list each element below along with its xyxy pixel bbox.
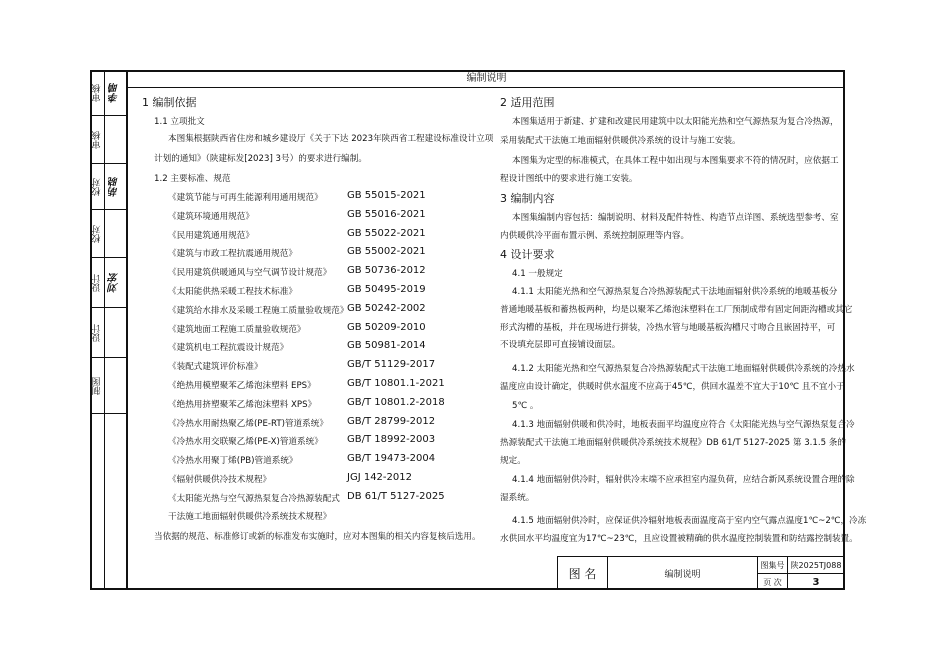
- section-heading: 2 适用范围: [500, 96, 555, 109]
- strip-label: 设计: [92, 274, 103, 292]
- paragraph-line: 干法施工地面辐射供暖供冷系统技术规程》: [168, 512, 332, 522]
- section-heading: 4 设计要求: [500, 248, 555, 261]
- standard-name: 《民用建筑通用规范》: [168, 230, 254, 241]
- paragraph-line: 本图集适用于新建、扩建和改建民用建筑中以太阳能光热和空气源热泵为复合冷热源，: [512, 117, 839, 127]
- paragraph-line: 本图集为定型的标准模式，在具体工程中如出现与本图集要求不符的情况时，应依据工: [512, 156, 839, 166]
- standard-code: GB 50981-2014: [347, 340, 426, 352]
- subsection-heading: 4.1 一般规定: [512, 269, 563, 279]
- standard-code: GB/T 18992-2003: [347, 434, 436, 446]
- strip-cell-check: [90, 164, 126, 210]
- standard-name: 《冷热水用交联聚乙烯(PE-X)管道系统》: [168, 437, 323, 448]
- strip-label: 校对: [92, 178, 103, 196]
- standard-name: 《辐射供暖供冷技术规程》: [168, 475, 272, 485]
- strip-cell-review-2: [90, 116, 126, 164]
- paragraph-line: 4.1.1 太阳能光热和空气源热泵复合冷热源装配式干法地面辐射供冷系统的地暖基板分: [512, 287, 838, 297]
- paragraph-line: 5℃ 。: [512, 401, 539, 411]
- drawing-name: 编制说明: [608, 557, 758, 590]
- page-number: 3: [812, 576, 820, 588]
- paragraph-line: 4.1.2 太阳能光热和空气源热泵复合冷热源装配式干法施工地面辐射供暖供冷系统的冷热水: [512, 364, 855, 374]
- strip-cell-design: [90, 258, 126, 308]
- page-number-label: 页 次: [758, 574, 788, 590]
- paragraph-line: 本图集编制内容包括：编制说明、材料及配件特性、构造节点详图、系统选型参考、室: [512, 213, 839, 223]
- paragraph-line: 计划的通知》（陕建标发[2023] 3号）的要求进行编制。: [154, 154, 367, 164]
- strip-cell-drawing: [90, 358, 126, 414]
- standard-name: 《绝热用模塑聚苯乙烯泡沫塑料 EPS》: [168, 381, 316, 391]
- strip-cell-design-2: [90, 308, 126, 358]
- standard-name: 《绝热用挤塑聚苯乙烯泡沫塑料 XPS》: [168, 399, 317, 410]
- paragraph-line: 温度应由设计确定，供暖时供水温度不应高于45℃，供回水温差不宜大于10℃ 且不宜小于: [500, 382, 845, 392]
- paragraph-line: 规定。: [500, 456, 526, 466]
- standard-name: 《建筑给水排水及采暖工程施工质量验收规范》: [168, 305, 349, 316]
- strip-label: 审核: [92, 131, 103, 149]
- standard-code: GB/T 51129-2017: [347, 359, 436, 371]
- strip-signature: 刘宏: [109, 273, 121, 293]
- standard-code: DB 61/T 5127-2025: [347, 490, 445, 502]
- standard-name: 《冷热水用耐热聚乙烯(PE-RT)管道系统》: [168, 418, 328, 429]
- strip-label: 校对: [92, 225, 103, 243]
- standard-code: GB 55002-2021: [347, 246, 426, 258]
- standard-code: GB 50242-2002: [347, 302, 426, 314]
- strip-signature: 李晴: [109, 83, 121, 103]
- standard-name: 《太阳能供热采暖工程技术标准》: [168, 287, 297, 297]
- page-title: 编制说明: [128, 70, 845, 88]
- paragraph-line: 热源装配式干法施工地面辐射供暖供冷系统技术规程》DB 61/T 5127-2025 第 3.1.5 条的: [500, 438, 846, 448]
- paragraph-line: 普通地暖基板和蓄热板两种，均是以聚苯乙烯泡沫塑料在工厂预制成带有固定间距沟槽或其它: [500, 305, 853, 315]
- paragraph-line: 内供暖供冷平面布置示例、系统控制原理等内容。: [500, 231, 690, 241]
- paragraph-line: 湿系统。: [500, 493, 535, 503]
- signature-strip: [90, 70, 128, 590]
- strip-signature: 胡晓: [109, 177, 121, 197]
- standard-name: 《建筑与市政工程抗震通用规范》: [168, 249, 297, 260]
- standard-code: GB/T 28799-2012: [347, 415, 436, 427]
- standard-code: GB 50209-2010: [347, 321, 426, 333]
- paragraph-line: 4.1.5 地面辐射供冷时，应保证供冷辐射地板表面温度高于室内空气露点温度1℃~2℃，冷冻: [512, 516, 867, 526]
- standard-code: GB/T 10801.1-2021: [347, 378, 445, 389]
- subsection-heading: 1.1 立项批文: [154, 117, 205, 127]
- strip-cell-check-2: [90, 210, 126, 258]
- standard-code: GB 55015-2021: [347, 190, 426, 201]
- standard-code: GB 50736-2012: [347, 265, 426, 277]
- standard-name: 《太阳能光热与空气源热泵复合冷热源装配式: [168, 493, 340, 504]
- strip-label: 设计: [92, 324, 103, 342]
- standard-name: 《冷热水用聚丁烯(PB)管道系统》: [168, 456, 298, 467]
- paragraph-line: 程设计图纸中的要求进行施工安装。: [500, 174, 638, 184]
- paragraph-line: 采用装配式干法施工地面辐射供暖供冷系统的设计与施工安装。: [500, 136, 741, 146]
- standard-name: 《建筑节能与可再生能源利用通用规范》: [168, 193, 323, 203]
- section-heading: 1 编制依据: [142, 96, 197, 109]
- paragraph-line: 4.1.3 地面辐射供暖和供冷时，地板表面平均温度应符合《太阳能光热与空气源热泵复合冷: [512, 420, 855, 430]
- atlas-number: 陕2025TJ088: [788, 557, 844, 574]
- strip-label: 审核: [92, 84, 103, 102]
- title-block: [557, 556, 845, 590]
- standard-name: 《建筑机电工程抗震设计规范》: [168, 343, 289, 354]
- section-heading: 3 编制内容: [500, 192, 555, 205]
- footer-note: 当依据的规范、标准修订或新的标准发布实施时，应对本图集的相关内容复核后选用。: [154, 532, 481, 542]
- title-block-label: 图 名: [558, 557, 608, 590]
- paragraph-line: 不设填充层即可直接铺设面层。: [500, 340, 621, 350]
- standard-code: GB/T 10801.2-2018: [347, 396, 445, 408]
- atlas-number-label: 图集号: [758, 557, 788, 574]
- paragraph-line: 本图集根据陕西省住房和城乡建设厅《关于下达 2023年陕西省工程建设标准设计立项: [168, 134, 494, 144]
- standard-name: 《建筑环境通用规范》: [168, 211, 254, 222]
- standard-name: 《装配式建筑评价标准》: [168, 362, 263, 373]
- standard-code: GB 50495-2019: [347, 284, 426, 295]
- standard-name: 《建筑地面工程施工质量验收规范》: [168, 324, 306, 335]
- paragraph-line: 4.1.4 地面辐射供冷时，辐射供冷末端不应承担室内湿负荷，应结合新风系统设置合理的除: [512, 475, 855, 485]
- standard-name: 《民用建筑供暖通风与空气调节设计规范》: [168, 268, 332, 279]
- standard-code: GB/T 19473-2004: [347, 453, 436, 465]
- standard-code: JGJ 142-2012: [347, 472, 412, 483]
- paragraph-line: 水供回水平均温度宜为17℃~23℃，且应设置被精确的供水温度控制装置和防结露控制装置。: [500, 534, 858, 544]
- standard-code: GB 55022-2021: [347, 227, 426, 239]
- strip-cell-review: [90, 70, 126, 116]
- standard-code: GB 55016-2021: [347, 208, 426, 220]
- paragraph-line: 形式沟槽的基板，并在现场进行拼装，冷热水管与地暖基板沟槽尺寸吻合且嵌固持平，可: [500, 323, 836, 333]
- subsection-heading: 1.2 主要标准、规范: [154, 174, 231, 184]
- strip-label: 制图: [92, 377, 103, 395]
